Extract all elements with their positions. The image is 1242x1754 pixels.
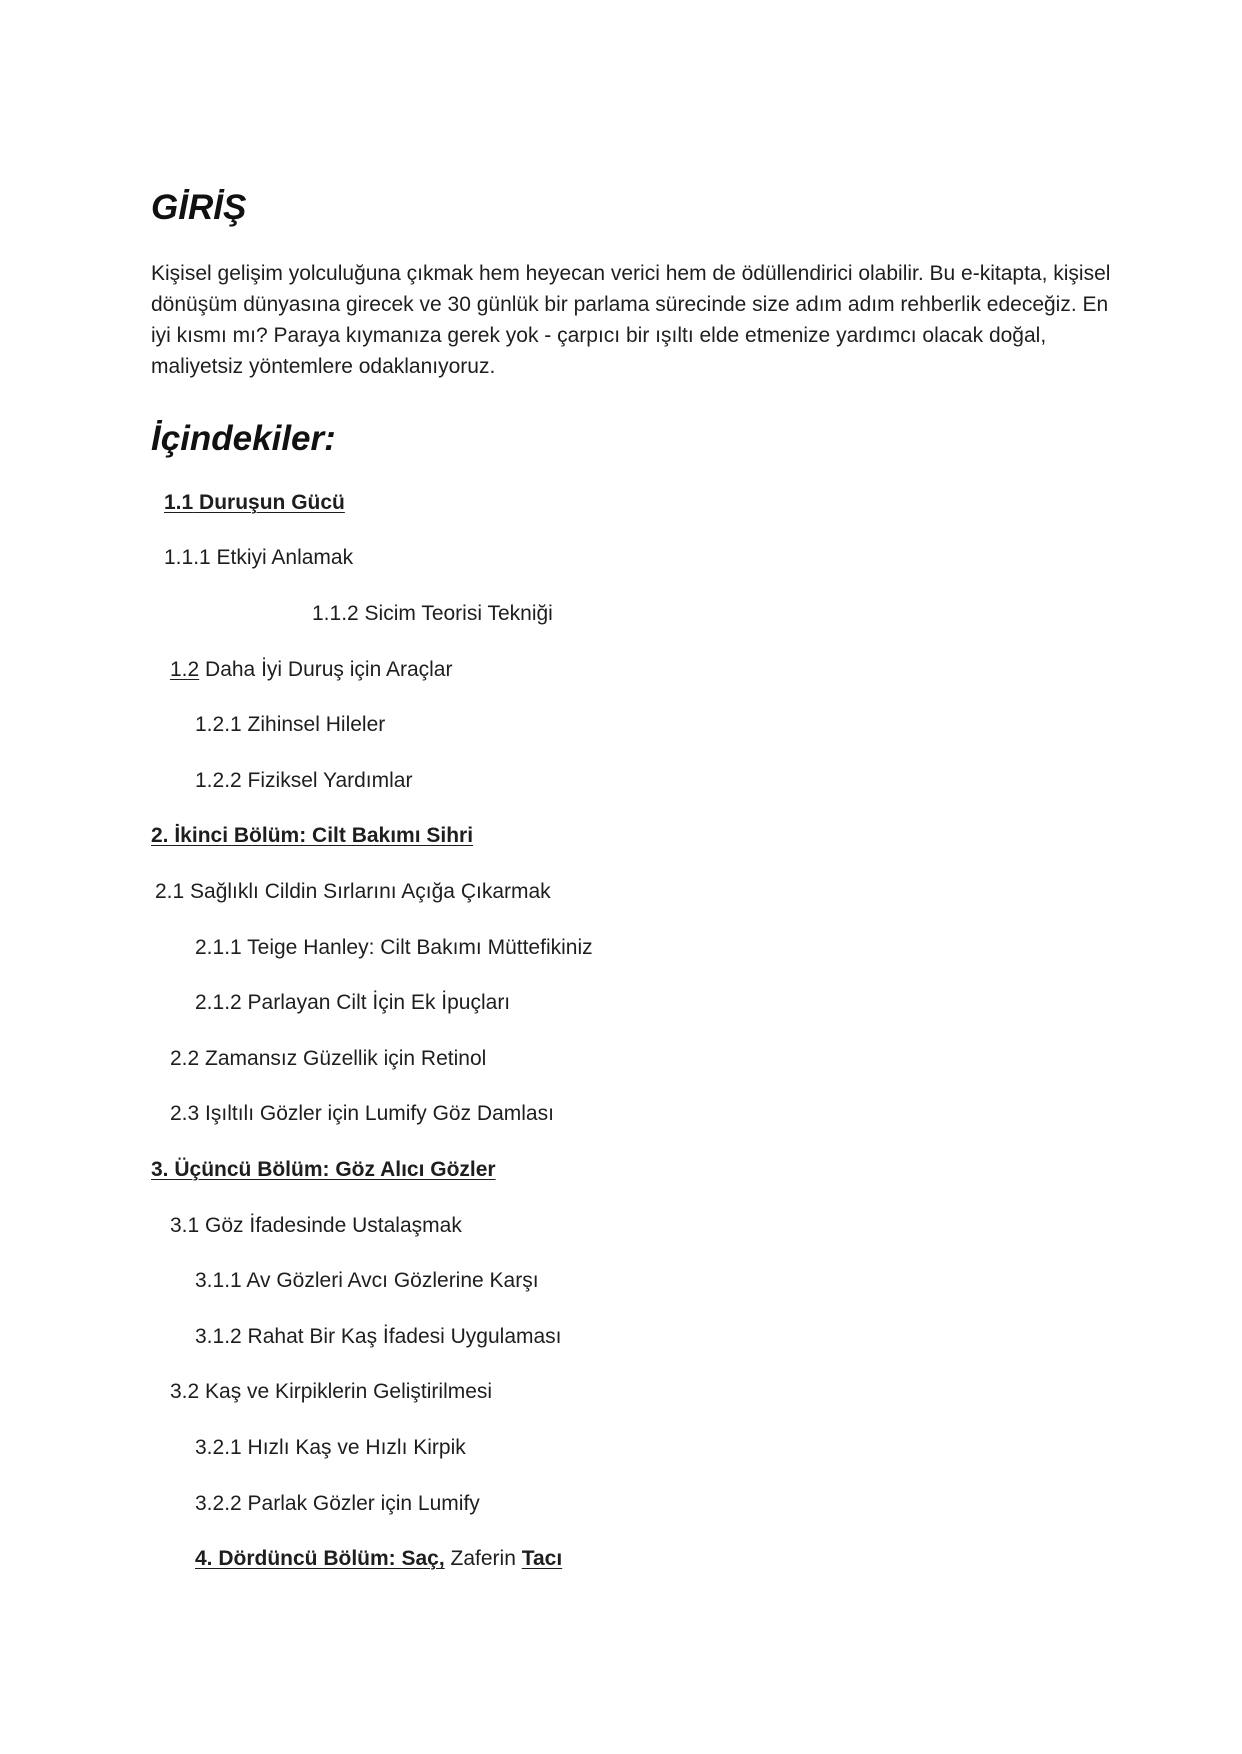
- toc-entry-number: 1.1: [164, 491, 194, 514]
- toc-entry-title-bold: 4. Dördüncü Bölüm: Saç,: [195, 1547, 445, 1570]
- toc-entry-2-2: 2.2 Zamansız Güzellik için Retinol: [170, 1047, 487, 1070]
- toc-entry-chapter-4: [195, 1545, 562, 1573]
- toc-entry-3-2-1: 3.2.1 Hızlı Kaş ve Hızlı Kirpik: [195, 1436, 466, 1459]
- toc-entry-title-bold-end: Tacı: [521, 1547, 563, 1570]
- toc-entry-2-3: 2.3 Işıltılı Gözler için Lumify Göz Damlası: [170, 1102, 554, 1125]
- toc-entry-title: Duruşun Gücü: [193, 491, 345, 514]
- toc-entry-1-2: [170, 656, 452, 684]
- toc-entry-3-1: 3.1 Göz İfadesinde Ustalaşmak: [170, 1214, 462, 1237]
- toc-entry-title: Üçüncü Bölüm: Göz Alıcı Gözler: [168, 1158, 496, 1181]
- toc-entry-1-1-1: 1.1.1 Etkiyi Anlamak: [164, 546, 354, 569]
- toc-entry-2-1-1: 2.1.1 Teige Hanley: Cilt Bakımı Müttefikiniz: [195, 936, 593, 959]
- toc-entry-2-1: 2.1 Sağlıklı Cildin Sırlarını Açığa Çıkarmak: [155, 880, 551, 903]
- intro-paragraph: Kişisel gelişim yolculuğuna çıkmak hem heyecan verici hem de ödüllendirici olabilir. Bu e-kitapta, kişisel dönüşüm dünyasına girecek ve 30 günlük bir parlama sürecinde size adım adım rehberlik edeceğiz. En iyi kısmı mı? Paraya kıymanıza gerek yok - çarpıcı bir ışıltı elde etmenize yardımcı olacak doğal, maliyetsiz yöntemlere odaklanıyoruz.: [151, 262, 1111, 378]
- toc-entry-number: 2.: [151, 824, 169, 847]
- toc-entry-3-1-1: 3.1.1 Av Gözleri Avcı Gözlerine Karşı: [195, 1269, 539, 1292]
- toc-entry-title-regular: Zaferin: [444, 1547, 522, 1570]
- toc-entry-1-1-2: 1.1.2 Sicim Teorisi Tekniği: [312, 602, 553, 625]
- toc-entry-2-1-2: 2.1.2 Parlayan Cilt İçin Ek İpuçları: [195, 991, 511, 1014]
- toc-entry-1-2-2: 1.2.2 Fiziksel Yardımlar: [195, 769, 413, 792]
- toc-title: İçindekiler:: [151, 419, 336, 458]
- toc-entry-3-2: 3.2 Kaş ve Kirpiklerin Geliştirilmesi: [170, 1380, 493, 1403]
- toc-entry-number: 3.: [151, 1158, 169, 1181]
- section-heading: GİRİŞ: [151, 188, 247, 227]
- toc-entry-1-1: [164, 489, 345, 517]
- toc-entry-1-2-1: 1.2.1 Zihinsel Hileler: [195, 713, 386, 736]
- toc-entry-title: Daha İyi Duruş için Araçlar: [199, 658, 453, 681]
- toc-entry-number: 1.2: [170, 658, 200, 681]
- toc-entry-3-1-2: 3.1.2 Rahat Bir Kaş İfadesi Uygulaması: [195, 1325, 562, 1348]
- toc-entry-3-2-2: 3.2.2 Parlak Gözler için Lumify: [195, 1492, 480, 1515]
- toc-entry-chapter-2: [151, 822, 473, 850]
- toc-entry-chapter-3: [151, 1156, 496, 1184]
- toc-entry-title: İkinci Bölüm: Cilt Bakımı Sihri: [168, 824, 474, 847]
